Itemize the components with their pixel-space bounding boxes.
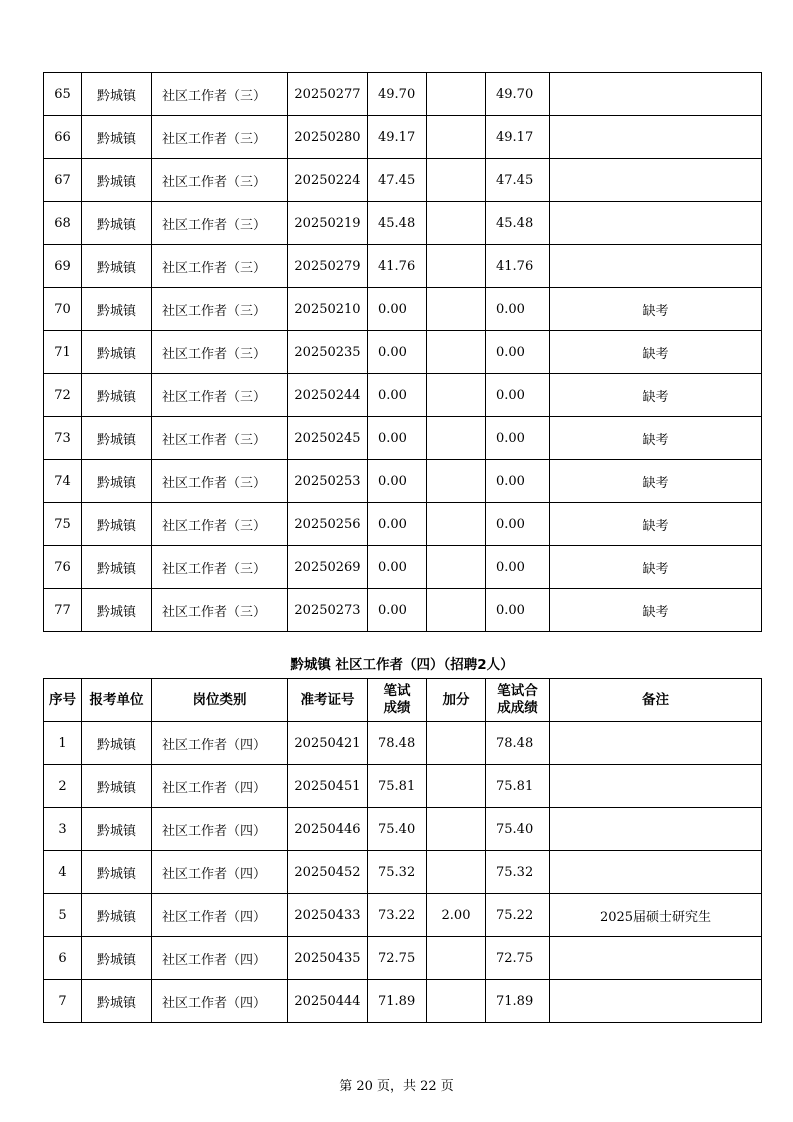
cell-unit: 黔城镇 <box>82 546 152 589</box>
cell-total: 75.81 <box>486 765 550 808</box>
cell-unit: 黔城镇 <box>82 808 152 851</box>
cell-bonus <box>427 374 486 417</box>
cell-no: 7 <box>44 980 82 1023</box>
cell-note <box>550 808 762 851</box>
cell-written: 0.00 <box>368 288 427 331</box>
cell-written: 0.00 <box>368 331 427 374</box>
cell-bonus <box>427 503 486 546</box>
cell-unit: 黔城镇 <box>82 894 152 937</box>
cell-bonus <box>427 331 486 374</box>
header-no: 序号 <box>44 679 82 722</box>
header-total <box>486 679 550 722</box>
cell-ticket: 20250273 <box>288 589 368 632</box>
cell-total: 0.00 <box>486 503 550 546</box>
table-row <box>44 851 762 894</box>
header-ticket: 准考证号 <box>288 679 368 722</box>
cell-bonus <box>427 202 486 245</box>
table-row <box>44 374 762 417</box>
cell-no: 69 <box>44 245 82 288</box>
cell-unit: 黔城镇 <box>82 765 152 808</box>
cell-written: 78.48 <box>368 722 427 765</box>
cell-total: 75.32 <box>486 851 550 894</box>
table-row <box>44 288 762 331</box>
cell-ticket: 20250244 <box>288 374 368 417</box>
table-row <box>44 894 762 937</box>
table-row <box>44 765 762 808</box>
cell-post: 社区工作者（四） <box>152 937 288 980</box>
header-total-line2: 成成绩 <box>497 700 538 716</box>
cell-written: 47.45 <box>368 159 427 202</box>
cell-written: 0.00 <box>368 417 427 460</box>
header-note: 备注 <box>550 679 762 722</box>
table-row <box>44 503 762 546</box>
cell-no: 70 <box>44 288 82 331</box>
cell-bonus <box>427 765 486 808</box>
cell-no: 73 <box>44 417 82 460</box>
cell-ticket: 20250421 <box>288 722 368 765</box>
table-row <box>44 159 762 202</box>
cell-bonus <box>427 73 486 116</box>
cell-ticket: 20250253 <box>288 460 368 503</box>
cell-bonus <box>427 937 486 980</box>
cell-no: 66 <box>44 116 82 159</box>
cell-no: 67 <box>44 159 82 202</box>
cell-note <box>550 851 762 894</box>
cell-note: 缺考 <box>550 417 762 460</box>
cell-total: 0.00 <box>486 546 550 589</box>
cell-written: 72.75 <box>368 937 427 980</box>
table-row <box>44 73 762 116</box>
table-row <box>44 937 762 980</box>
cell-post: 社区工作者（三） <box>152 503 288 546</box>
cell-total: 41.76 <box>486 245 550 288</box>
cell-post: 社区工作者（四） <box>152 851 288 894</box>
cell-bonus <box>427 417 486 460</box>
table-row <box>44 808 762 851</box>
cell-post: 社区工作者（四） <box>152 808 288 851</box>
cell-total: 47.45 <box>486 159 550 202</box>
cell-ticket: 20250277 <box>288 73 368 116</box>
cell-post: 社区工作者（三） <box>152 73 288 116</box>
cell-ticket: 20250280 <box>288 116 368 159</box>
cell-note: 缺考 <box>550 374 762 417</box>
cell-note <box>550 116 762 159</box>
cell-post: 社区工作者（三） <box>152 546 288 589</box>
cell-post: 社区工作者（三） <box>152 159 288 202</box>
cell-note <box>550 73 762 116</box>
cell-total: 72.75 <box>486 937 550 980</box>
cell-total: 0.00 <box>486 288 550 331</box>
cell-total: 75.40 <box>486 808 550 851</box>
cell-no: 5 <box>44 894 82 937</box>
cell-no: 72 <box>44 374 82 417</box>
table-row <box>44 722 762 765</box>
cell-bonus <box>427 245 486 288</box>
cell-written: 73.22 <box>368 894 427 937</box>
cell-ticket: 20250224 <box>288 159 368 202</box>
cell-written: 75.81 <box>368 765 427 808</box>
cell-written: 0.00 <box>368 589 427 632</box>
cell-no: 71 <box>44 331 82 374</box>
cell-post: 社区工作者（四） <box>152 765 288 808</box>
cell-unit: 黔城镇 <box>82 503 152 546</box>
cell-ticket: 20250210 <box>288 288 368 331</box>
cell-no: 77 <box>44 589 82 632</box>
cell-written: 49.17 <box>368 116 427 159</box>
cell-unit: 黔城镇 <box>82 589 152 632</box>
cell-ticket: 20250256 <box>288 503 368 546</box>
cell-bonus <box>427 159 486 202</box>
cell-unit: 黔城镇 <box>82 417 152 460</box>
cell-bonus <box>427 116 486 159</box>
header-bonus: 加分 <box>427 679 486 722</box>
header-post: 岗位类别 <box>152 679 288 722</box>
cell-written: 41.76 <box>368 245 427 288</box>
cell-post: 社区工作者（三） <box>152 374 288 417</box>
cell-total: 49.70 <box>486 73 550 116</box>
cell-unit: 黔城镇 <box>82 980 152 1023</box>
table-row <box>44 546 762 589</box>
cell-unit: 黔城镇 <box>82 245 152 288</box>
cell-no: 6 <box>44 937 82 980</box>
cell-total: 75.22 <box>486 894 550 937</box>
cell-note <box>550 245 762 288</box>
cell-bonus <box>427 722 486 765</box>
cell-bonus <box>427 288 486 331</box>
header-written-line2: 成绩 <box>383 700 411 716</box>
table-row <box>44 589 762 632</box>
cell-ticket: 20250219 <box>288 202 368 245</box>
cell-post: 社区工作者（三） <box>152 417 288 460</box>
cell-written: 49.70 <box>368 73 427 116</box>
cell-total: 0.00 <box>486 331 550 374</box>
cell-ticket: 20250235 <box>288 331 368 374</box>
results-table-continued <box>43 72 762 632</box>
cell-ticket: 20250444 <box>288 980 368 1023</box>
cell-bonus <box>427 589 486 632</box>
cell-unit: 黔城镇 <box>82 460 152 503</box>
cell-note: 缺考 <box>550 288 762 331</box>
cell-bonus <box>427 851 486 894</box>
table-row <box>44 460 762 503</box>
cell-post: 社区工作者（三） <box>152 460 288 503</box>
cell-written: 45.48 <box>368 202 427 245</box>
cell-post: 社区工作者（四） <box>152 894 288 937</box>
cell-total: 0.00 <box>486 460 550 503</box>
cell-unit: 黔城镇 <box>82 722 152 765</box>
cell-written: 0.00 <box>368 503 427 546</box>
cell-unit: 黔城镇 <box>82 374 152 417</box>
table-row <box>44 245 762 288</box>
cell-post: 社区工作者（三） <box>152 116 288 159</box>
cell-ticket: 20250433 <box>288 894 368 937</box>
cell-bonus <box>427 460 486 503</box>
cell-post: 社区工作者（三） <box>152 288 288 331</box>
header-row <box>44 679 762 722</box>
results-table <box>43 678 762 1023</box>
cell-bonus <box>427 808 486 851</box>
cell-total: 0.00 <box>486 417 550 460</box>
cell-written: 0.00 <box>368 460 427 503</box>
cell-note <box>550 980 762 1023</box>
cell-post: 社区工作者（三） <box>152 202 288 245</box>
cell-no: 4 <box>44 851 82 894</box>
cell-ticket: 20250279 <box>288 245 368 288</box>
cell-written: 71.89 <box>368 980 427 1023</box>
cell-ticket: 20250452 <box>288 851 368 894</box>
cell-no: 75 <box>44 503 82 546</box>
cell-total: 0.00 <box>486 589 550 632</box>
cell-note <box>550 937 762 980</box>
header-unit: 报考单位 <box>82 679 152 722</box>
cell-no: 2 <box>44 765 82 808</box>
cell-unit: 黔城镇 <box>82 937 152 980</box>
cell-note <box>550 722 762 765</box>
section-title: 黔城镇 社区工作者（四）（招聘2人） <box>290 657 514 673</box>
table-row <box>44 417 762 460</box>
cell-written: 0.00 <box>368 374 427 417</box>
header-written-line1: 笔试 <box>383 683 411 699</box>
table-row <box>44 980 762 1023</box>
cell-post: 社区工作者（三） <box>152 331 288 374</box>
table-row <box>44 202 762 245</box>
cell-ticket: 20250451 <box>288 765 368 808</box>
cell-no: 1 <box>44 722 82 765</box>
cell-unit: 黔城镇 <box>82 331 152 374</box>
cell-total: 45.48 <box>486 202 550 245</box>
header-written <box>368 679 427 722</box>
cell-note <box>550 765 762 808</box>
cell-unit: 黔城镇 <box>82 116 152 159</box>
header-total-line1: 笔试合 <box>497 683 538 699</box>
cell-no: 65 <box>44 73 82 116</box>
cell-total: 78.48 <box>486 722 550 765</box>
cell-post: 社区工作者（三） <box>152 589 288 632</box>
cell-unit: 黔城镇 <box>82 73 152 116</box>
cell-note <box>550 159 762 202</box>
cell-bonus <box>427 546 486 589</box>
cell-ticket: 20250435 <box>288 937 368 980</box>
cell-note: 缺考 <box>550 460 762 503</box>
cell-note: 缺考 <box>550 331 762 374</box>
cell-written: 75.40 <box>368 808 427 851</box>
cell-unit: 黔城镇 <box>82 851 152 894</box>
cell-post: 社区工作者（四） <box>152 722 288 765</box>
table-row <box>44 116 762 159</box>
cell-note: 缺考 <box>550 589 762 632</box>
cell-total: 49.17 <box>486 116 550 159</box>
cell-no: 68 <box>44 202 82 245</box>
cell-bonus: 2.00 <box>427 894 486 937</box>
cell-note: 缺考 <box>550 546 762 589</box>
cell-unit: 黔城镇 <box>82 159 152 202</box>
cell-no: 76 <box>44 546 82 589</box>
cell-bonus <box>427 980 486 1023</box>
cell-note: 缺考 <box>550 503 762 546</box>
cell-ticket: 20250269 <box>288 546 368 589</box>
page-footer: 第 20 页，共 22 页 <box>339 1079 454 1094</box>
cell-post: 社区工作者（四） <box>152 980 288 1023</box>
table-row <box>44 331 762 374</box>
cell-no: 74 <box>44 460 82 503</box>
cell-note: 2025届硕士研究生 <box>550 894 762 937</box>
cell-ticket: 20250245 <box>288 417 368 460</box>
cell-note <box>550 202 762 245</box>
cell-no: 3 <box>44 808 82 851</box>
cell-written: 75.32 <box>368 851 427 894</box>
cell-total: 71.89 <box>486 980 550 1023</box>
cell-ticket: 20250446 <box>288 808 368 851</box>
cell-total: 0.00 <box>486 374 550 417</box>
cell-written: 0.00 <box>368 546 427 589</box>
cell-unit: 黔城镇 <box>82 288 152 331</box>
cell-unit: 黔城镇 <box>82 202 152 245</box>
cell-post: 社区工作者（三） <box>152 245 288 288</box>
